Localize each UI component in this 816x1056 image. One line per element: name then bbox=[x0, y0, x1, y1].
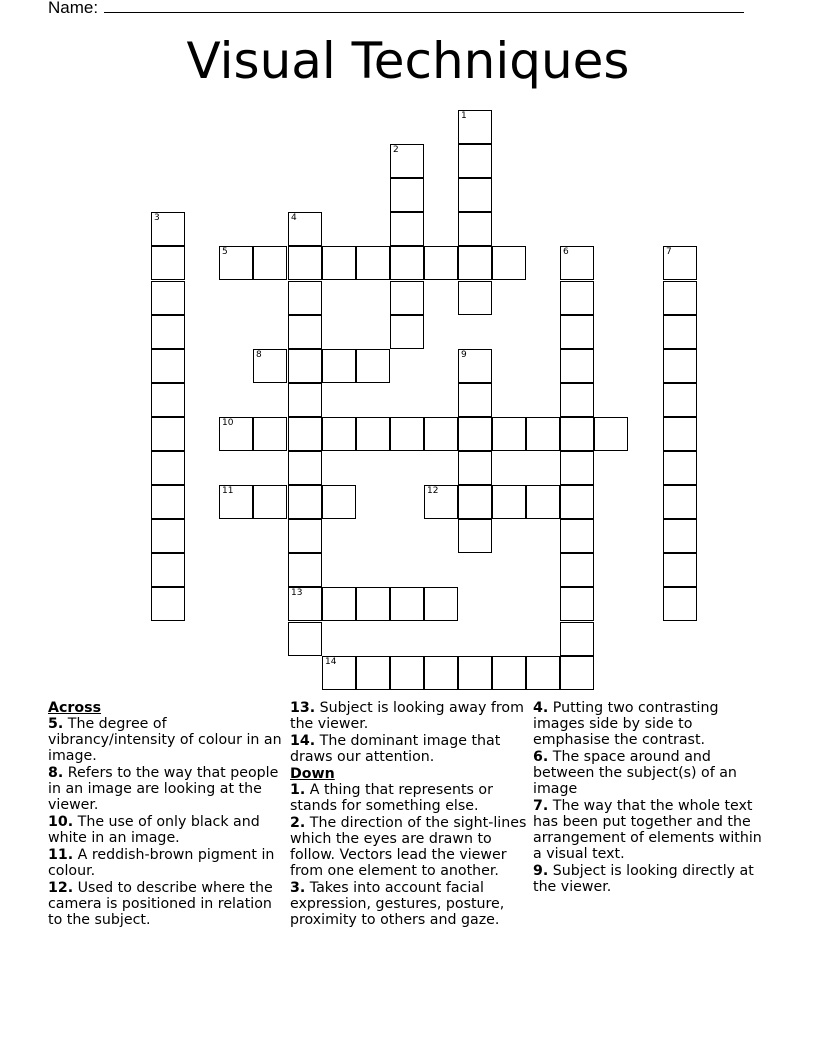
grid-cell[interactable] bbox=[322, 349, 356, 383]
grid-cell[interactable] bbox=[492, 485, 526, 519]
clue-number: 10. bbox=[48, 814, 74, 830]
grid-cell[interactable] bbox=[560, 519, 594, 553]
grid-cell[interactable] bbox=[458, 281, 492, 315]
grid-cell[interactable] bbox=[526, 656, 560, 690]
across-heading: Across bbox=[48, 700, 102, 716]
clue-across-13 bbox=[290, 700, 530, 732]
grid-cell[interactable] bbox=[560, 315, 594, 349]
clue-across-5 bbox=[48, 716, 284, 764]
grid-cell[interactable] bbox=[663, 315, 697, 349]
cell-number: 5 bbox=[222, 247, 228, 257]
grid-cell[interactable] bbox=[390, 315, 424, 349]
grid-cell[interactable] bbox=[151, 315, 185, 349]
grid-cell[interactable] bbox=[560, 281, 594, 315]
clue-text: Takes into account facial expression, gestures, posture, proximity to others and gaze. bbox=[290, 880, 505, 928]
grid-cell[interactable] bbox=[288, 417, 322, 451]
clue-across-12 bbox=[48, 880, 284, 928]
grid-cell[interactable] bbox=[663, 246, 697, 280]
grid-cell[interactable] bbox=[663, 281, 697, 315]
down-heading: Down bbox=[290, 766, 335, 782]
grid-cell[interactable] bbox=[356, 349, 390, 383]
clue-number: 5. bbox=[48, 716, 64, 732]
grid-cell[interactable] bbox=[663, 519, 697, 553]
grid-cell[interactable] bbox=[560, 246, 594, 280]
clue-down-1 bbox=[290, 782, 530, 814]
grid-cell[interactable] bbox=[390, 587, 424, 621]
cell-number: 11 bbox=[222, 486, 234, 496]
grid-cell[interactable] bbox=[219, 485, 253, 519]
puzzle-title: Visual Techniques bbox=[186, 32, 630, 90]
grid-cell[interactable] bbox=[288, 315, 322, 349]
grid-cell[interactable] bbox=[288, 485, 322, 519]
grid-cell[interactable] bbox=[219, 246, 253, 280]
clue-across-11 bbox=[48, 847, 284, 879]
grid-cell[interactable] bbox=[288, 587, 322, 621]
grid-cell[interactable] bbox=[663, 485, 697, 519]
clue-down-3 bbox=[290, 880, 530, 928]
grid-cell[interactable] bbox=[390, 656, 424, 690]
clue-number: 6. bbox=[533, 749, 549, 765]
grid-cell[interactable] bbox=[458, 110, 492, 144]
grid-cell[interactable] bbox=[288, 246, 322, 280]
clue-number: 1. bbox=[290, 782, 306, 798]
grid-cell[interactable] bbox=[356, 587, 390, 621]
grid-cell[interactable] bbox=[663, 417, 697, 451]
grid-cell[interactable] bbox=[492, 417, 526, 451]
grid-cell[interactable] bbox=[288, 519, 322, 553]
grid-cell[interactable] bbox=[253, 485, 287, 519]
grid-cell[interactable] bbox=[288, 349, 322, 383]
grid-cell[interactable] bbox=[390, 144, 424, 178]
grid-cell[interactable] bbox=[458, 178, 492, 212]
clue-down-2 bbox=[290, 815, 530, 879]
grid-cell[interactable] bbox=[492, 656, 526, 690]
grid-cell[interactable] bbox=[458, 656, 492, 690]
grid-cell[interactable] bbox=[151, 553, 185, 587]
grid-cell[interactable] bbox=[151, 587, 185, 621]
cell-number: 9 bbox=[461, 350, 467, 360]
cell-number: 7 bbox=[666, 247, 672, 257]
clue-text: Subject is looking away from the viewer. bbox=[290, 700, 524, 732]
clue-number: 11. bbox=[48, 847, 74, 863]
clue-number: 7. bbox=[533, 798, 549, 814]
grid-cell[interactable] bbox=[458, 451, 492, 485]
grid-cell[interactable] bbox=[288, 553, 322, 587]
grid-cell[interactable] bbox=[151, 451, 185, 485]
grid-cell[interactable] bbox=[458, 246, 492, 280]
grid-cell[interactable] bbox=[458, 144, 492, 178]
clue-number: 8. bbox=[48, 765, 64, 781]
grid-cell[interactable] bbox=[356, 656, 390, 690]
clue-down-4 bbox=[533, 700, 773, 748]
clue-across-8 bbox=[48, 765, 284, 813]
grid-cell[interactable] bbox=[151, 212, 185, 246]
cell-number: 12 bbox=[427, 486, 439, 496]
grid-cell[interactable] bbox=[458, 212, 492, 246]
grid-cell[interactable] bbox=[560, 349, 594, 383]
grid-cell[interactable] bbox=[663, 451, 697, 485]
grid-cell[interactable] bbox=[492, 246, 526, 280]
grid-cell[interactable] bbox=[663, 349, 697, 383]
grid-cell[interactable] bbox=[356, 246, 390, 280]
grid-cell[interactable] bbox=[151, 485, 185, 519]
grid-cell[interactable] bbox=[560, 622, 594, 656]
grid-cell[interactable] bbox=[663, 587, 697, 621]
grid-cell[interactable] bbox=[663, 383, 697, 417]
cell-number: 2 bbox=[393, 145, 399, 155]
grid-cell[interactable] bbox=[390, 246, 424, 280]
clue-text: A reddish-brown pigment in colour. bbox=[48, 847, 275, 879]
grid-cell[interactable] bbox=[253, 349, 287, 383]
cell-number: 14 bbox=[325, 657, 337, 667]
cell-number: 1 bbox=[461, 111, 467, 121]
clue-number: 12. bbox=[48, 880, 74, 896]
grid-cell[interactable] bbox=[458, 349, 492, 383]
grid-cell[interactable] bbox=[288, 383, 322, 417]
clue-down-7 bbox=[533, 798, 773, 862]
grid-cell[interactable] bbox=[253, 246, 287, 280]
grid-cell[interactable] bbox=[424, 587, 458, 621]
clue-text: Used to describe where the camera is positioned in relation to the subject. bbox=[48, 880, 273, 928]
clue-text: The use of only black and white in an image. bbox=[48, 814, 260, 846]
grid-cell[interactable] bbox=[526, 485, 560, 519]
clue-number: 4. bbox=[533, 700, 549, 716]
clue-number: 13. bbox=[290, 700, 316, 716]
clue-text: The degree of vibrancy/intensity of colour in an image. bbox=[48, 716, 282, 764]
cell-number: 6 bbox=[563, 247, 569, 257]
grid-cell[interactable] bbox=[424, 656, 458, 690]
grid-cell[interactable] bbox=[322, 246, 356, 280]
grid-cell[interactable] bbox=[288, 451, 322, 485]
cell-number: 4 bbox=[291, 213, 297, 223]
grid-cell[interactable] bbox=[151, 281, 185, 315]
clues-column-2 bbox=[290, 700, 530, 929]
grid-cell[interactable] bbox=[390, 281, 424, 315]
cell-number: 10 bbox=[222, 418, 234, 428]
grid-cell[interactable] bbox=[390, 417, 424, 451]
grid-cell[interactable] bbox=[560, 587, 594, 621]
grid-cell[interactable] bbox=[526, 417, 560, 451]
clue-number: 9. bbox=[533, 863, 549, 879]
grid-cell[interactable] bbox=[424, 485, 458, 519]
grid-cell[interactable] bbox=[322, 485, 356, 519]
grid-cell[interactable] bbox=[424, 417, 458, 451]
grid-cell[interactable] bbox=[458, 417, 492, 451]
grid-cell[interactable] bbox=[390, 178, 424, 212]
grid-cell[interactable] bbox=[390, 212, 424, 246]
clue-number: 3. bbox=[290, 880, 306, 896]
grid-cell[interactable] bbox=[356, 417, 390, 451]
clue-text: Refers to the way that people in an image are looking at the viewer. bbox=[48, 765, 279, 813]
grid-cell[interactable] bbox=[594, 417, 628, 451]
grid-cell[interactable] bbox=[560, 451, 594, 485]
grid-cell[interactable] bbox=[560, 553, 594, 587]
clue-text: The direction of the sight-lines which the eyes are drawn to follow. Vectors lead the viewer from one element to another. bbox=[290, 815, 527, 879]
clue-across-10 bbox=[48, 814, 284, 846]
grid-cell[interactable] bbox=[560, 485, 594, 519]
grid-cell[interactable] bbox=[151, 383, 185, 417]
grid-cell[interactable] bbox=[424, 246, 458, 280]
grid-cell[interactable] bbox=[288, 622, 322, 656]
clue-text: The space around and between the subject(s) of an image bbox=[533, 749, 737, 797]
clues-column-3 bbox=[533, 700, 773, 896]
clue-text: A thing that represents or stands for something else. bbox=[290, 782, 493, 814]
grid-cell[interactable] bbox=[151, 417, 185, 451]
clue-down-9 bbox=[533, 863, 773, 895]
cell-number: 13 bbox=[291, 588, 303, 598]
clue-number: 14. bbox=[290, 733, 316, 749]
grid-cell[interactable] bbox=[288, 281, 322, 315]
name-label: Name: bbox=[48, 0, 99, 17]
grid-cell[interactable] bbox=[322, 587, 356, 621]
grid-cell[interactable] bbox=[458, 519, 492, 553]
clue-text: Putting two contrasting images side by side to emphasise the contrast. bbox=[533, 700, 719, 748]
clue-down-6 bbox=[533, 749, 773, 797]
clues-column-1 bbox=[48, 700, 284, 929]
clue-across-14 bbox=[290, 733, 530, 765]
clue-text: Subject is looking directly at the viewer. bbox=[533, 863, 754, 895]
grid-cell[interactable] bbox=[151, 349, 185, 383]
grid-cell[interactable] bbox=[219, 417, 253, 451]
cell-number: 3 bbox=[154, 213, 160, 223]
grid-cell[interactable] bbox=[322, 417, 356, 451]
grid-cell[interactable] bbox=[560, 417, 594, 451]
grid-cell[interactable] bbox=[151, 246, 185, 280]
grid-cell[interactable] bbox=[560, 383, 594, 417]
grid-cell[interactable] bbox=[322, 656, 356, 690]
grid-cell[interactable] bbox=[458, 485, 492, 519]
grid-cell[interactable] bbox=[560, 656, 594, 690]
grid-cell[interactable] bbox=[151, 519, 185, 553]
clue-text: The way that the whole text has been put together and the arrangement of elements within a visual text. bbox=[533, 798, 762, 862]
grid-cell[interactable] bbox=[663, 553, 697, 587]
clue-number: 2. bbox=[290, 815, 306, 831]
grid-cell[interactable] bbox=[288, 212, 322, 246]
grid-cell[interactable] bbox=[458, 383, 492, 417]
cell-number: 8 bbox=[256, 350, 262, 360]
clue-text: The dominant image that draws our attention. bbox=[290, 733, 501, 765]
grid-cell[interactable] bbox=[253, 417, 287, 451]
